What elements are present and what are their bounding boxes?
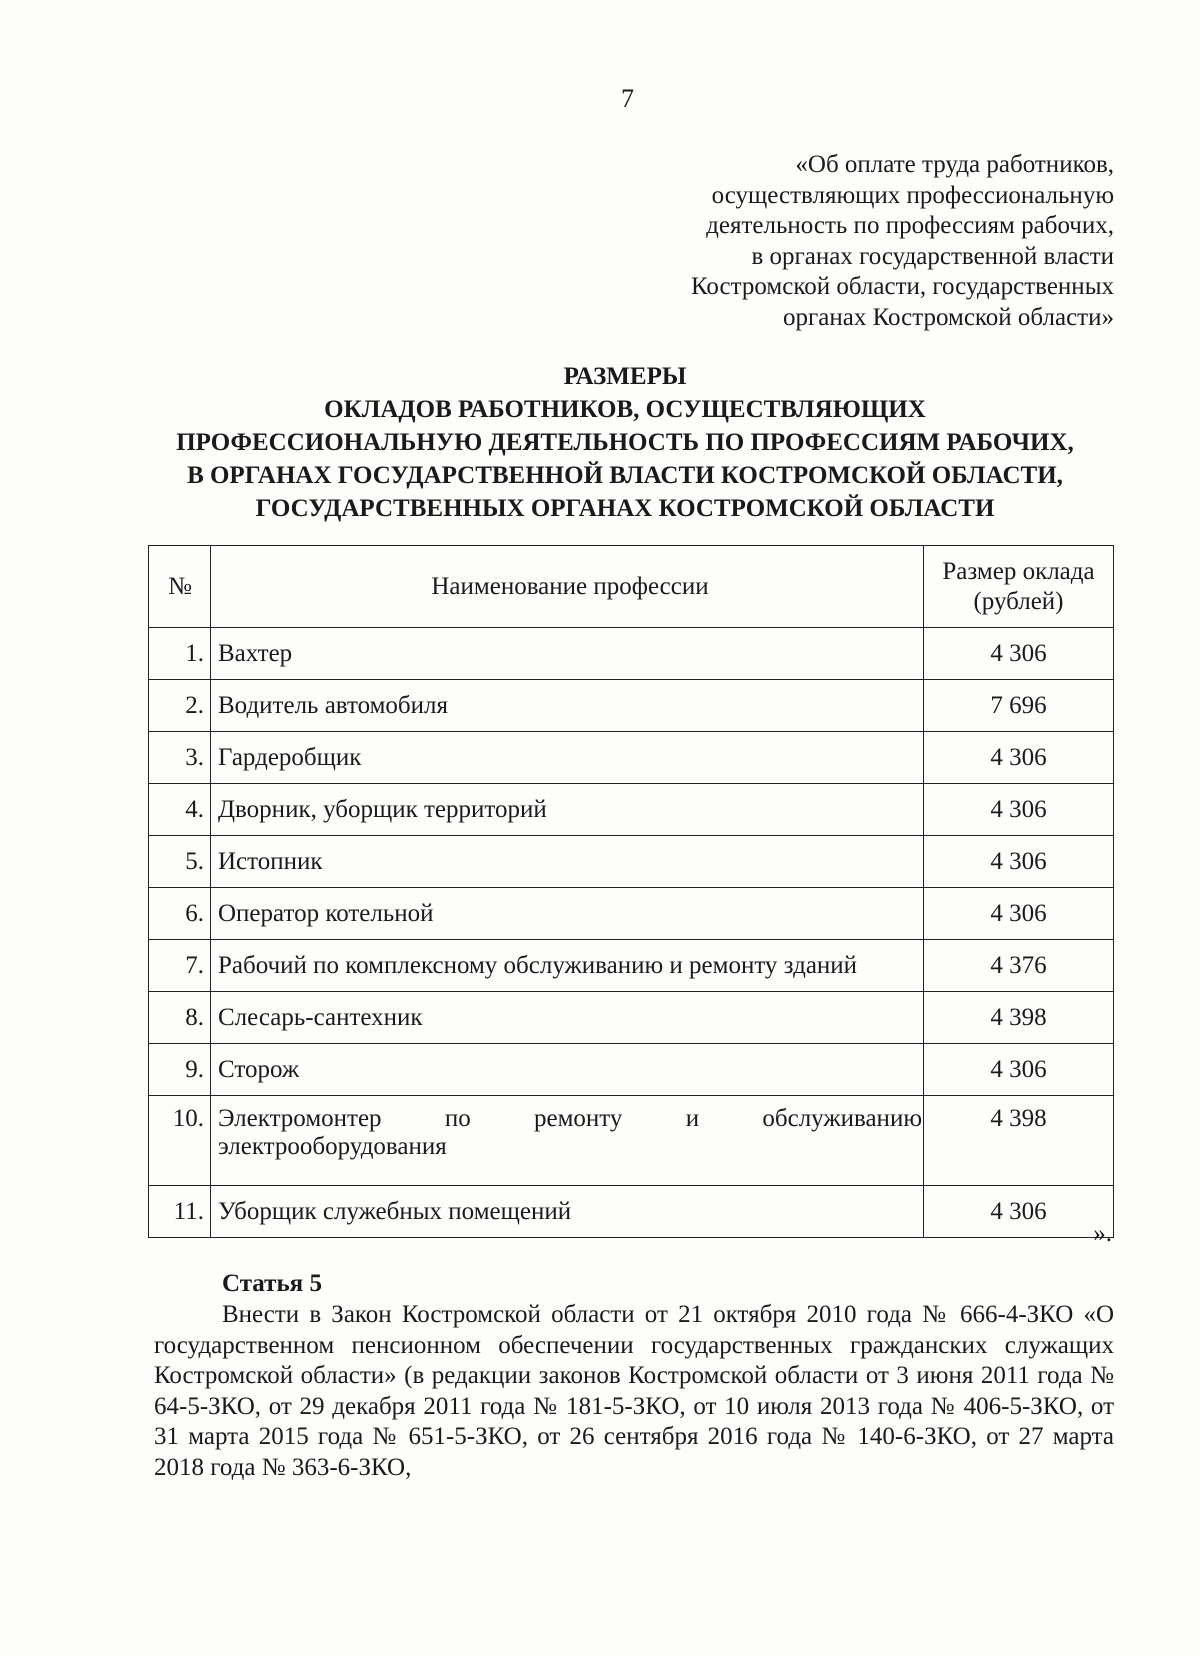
header-line: «Об оплате труда работников, bbox=[795, 151, 1114, 178]
row-number: 7. bbox=[149, 940, 211, 992]
profession-name: Сторож bbox=[211, 1044, 924, 1096]
title-line: ГОСУДАРСТВЕННЫХ ОРГАНАХ КОСТРОМСКОЙ ОБЛАСТИ bbox=[255, 495, 995, 522]
law-reference-header bbox=[691, 150, 1114, 333]
article-body: Внести в Закон Костромской области от 21 октября 2010 года № 666-4-ЗКО «О государственном пенсионном обеспечении государственных гражданских служащих Костромской области» (в редакции законов Костромской области от 3 июня 2011 года № 64-5-ЗКО, от 29 декабря 2011 года № 181-5-ЗКО, от 10 июля 2013 года № 406-5-ЗКО, от 31 марта 2015 года № 651-5-ЗКО, от 26 сентября 2016 года № 140-6-ЗКО, от 27 марта 2018 года № 363-6-ЗКО, bbox=[154, 1301, 1114, 1481]
header-line: Костромской области, государственных bbox=[691, 273, 1114, 300]
salary-table bbox=[148, 545, 1114, 1238]
salary-value: 4 306 bbox=[924, 732, 1114, 784]
profession-name: Рабочий по комплексному обслуживанию и ремонту зданий bbox=[211, 940, 924, 992]
profession-name: Водитель автомобиля bbox=[211, 680, 924, 732]
row-number: 8. bbox=[149, 992, 211, 1044]
table-row bbox=[149, 1186, 1114, 1238]
profession-name: Оператор котельной bbox=[211, 888, 924, 940]
column-header-profession: Наименование профессии bbox=[211, 546, 924, 628]
profession-name: Электромонтер по ремонту и обслуживанию электрооборудования bbox=[211, 1096, 924, 1186]
salary-value: 4 306 bbox=[924, 784, 1114, 836]
table-row bbox=[149, 628, 1114, 680]
row-number: 9. bbox=[149, 1044, 211, 1096]
column-header-salary bbox=[924, 546, 1114, 628]
table-header-row bbox=[149, 546, 1114, 628]
row-number: 2. bbox=[149, 680, 211, 732]
table-row bbox=[149, 1096, 1114, 1186]
article-heading: Статья 5 bbox=[222, 1270, 322, 1297]
table-row bbox=[149, 680, 1114, 732]
row-number: 3. bbox=[149, 732, 211, 784]
salary-header-unit: (рублей) bbox=[973, 587, 1064, 615]
profession-name: Слесарь-сантехник bbox=[211, 992, 924, 1044]
title-line: ОКЛАДОВ РАБОТНИКОВ, ОСУЩЕСТВЛЯЮЩИХ bbox=[324, 396, 926, 423]
salary-value: 4 398 bbox=[924, 992, 1114, 1044]
profession-name: Вахтер bbox=[211, 628, 924, 680]
row-number: 4. bbox=[149, 784, 211, 836]
profession-name: Гардеробщик bbox=[211, 732, 924, 784]
salary-header-line: Размер оклада bbox=[942, 557, 1095, 585]
table-row bbox=[149, 1044, 1114, 1096]
page-number: 7 bbox=[621, 84, 634, 113]
table-row bbox=[149, 992, 1114, 1044]
row-number: 6. bbox=[149, 888, 211, 940]
salary-value: 4 376 bbox=[924, 940, 1114, 992]
row-number: 1. bbox=[149, 628, 211, 680]
profession-name: Дворник, уборщик территорий bbox=[211, 784, 924, 836]
profession-name: Истопник bbox=[211, 836, 924, 888]
closing-quote: ». bbox=[1093, 1220, 1112, 1247]
salary-value: 4 306 bbox=[924, 836, 1114, 888]
profession-name: Уборщик служебных помещений bbox=[211, 1186, 924, 1238]
table-row bbox=[149, 940, 1114, 992]
row-number: 11. bbox=[149, 1186, 211, 1238]
row-number: 5. bbox=[149, 836, 211, 888]
salary-value: 4 306 bbox=[924, 628, 1114, 680]
table-row bbox=[149, 732, 1114, 784]
title-line: РАЗМЕРЫ bbox=[563, 363, 687, 390]
table-row bbox=[149, 836, 1114, 888]
title-line: В ОРГАНАХ ГОСУДАРСТВЕННОЙ ВЛАСТИ КОСТРОМСКОЙ ОБЛАСТИ, bbox=[187, 462, 1063, 489]
row-number: 10. bbox=[149, 1096, 211, 1186]
document-title bbox=[120, 360, 1130, 525]
header-line: осуществляющих профессиональную bbox=[711, 181, 1114, 209]
salary-value: 7 696 bbox=[924, 680, 1114, 732]
header-line: деятельность по профессиям рабочих, bbox=[706, 212, 1114, 239]
salary-value: 4 398 bbox=[924, 1096, 1114, 1186]
title-line: ПРОФЕССИОНАЛЬНУЮ ДЕЯТЕЛЬНОСТЬ ПО ПРОФЕССИЯМ РАБОЧИХ, bbox=[176, 429, 1074, 456]
salary-value: 4 306 bbox=[924, 1044, 1114, 1096]
salary-value: 4 306 bbox=[924, 888, 1114, 940]
salary-value: 4 306 bbox=[924, 1186, 1114, 1238]
table-row bbox=[149, 888, 1114, 940]
table-row bbox=[149, 784, 1114, 836]
header-line: в органах государственной власти bbox=[751, 242, 1114, 270]
header-line: органах Костромской области» bbox=[783, 303, 1114, 331]
column-header-number: № bbox=[149, 546, 211, 628]
